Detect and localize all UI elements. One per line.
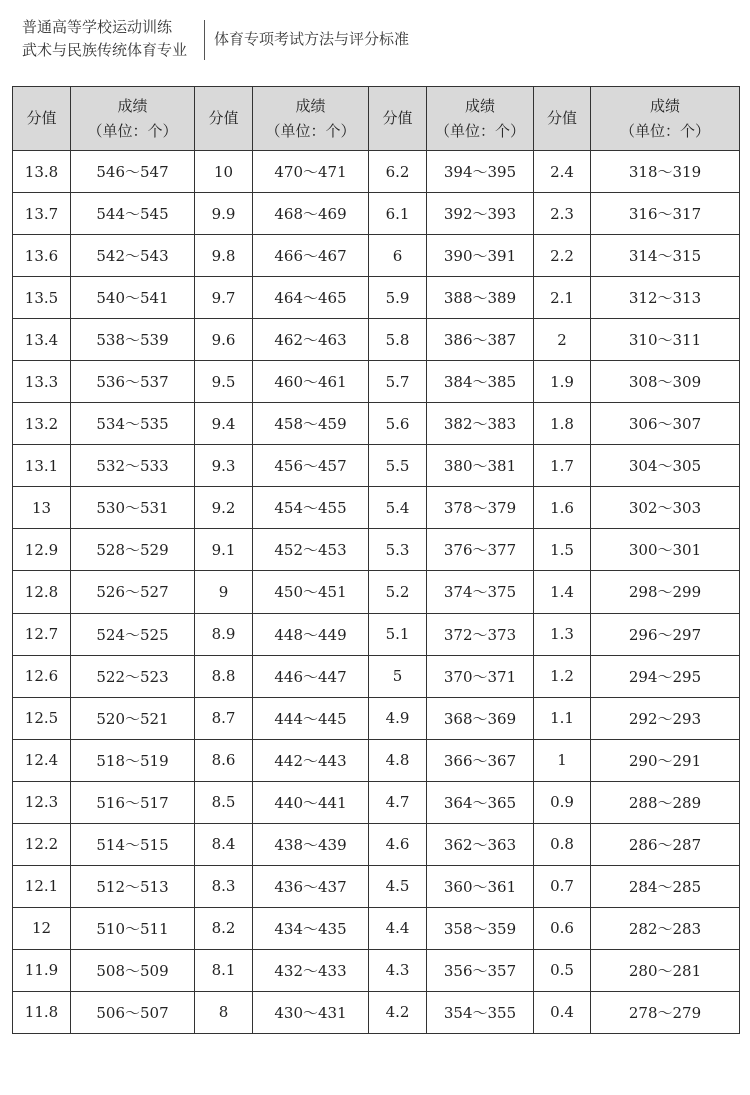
value-cell: 8.1 — [195, 949, 253, 991]
value-cell: 6.1 — [369, 193, 427, 235]
value-cell: 1.6 — [534, 487, 591, 529]
value-cell: 8.5 — [195, 781, 253, 823]
header-value-1: 分值 — [13, 87, 71, 151]
value-cell: 13.4 — [13, 319, 71, 361]
value-cell: 0.5 — [534, 949, 591, 991]
value-cell: 12.4 — [13, 739, 71, 781]
score-cell: 456～457 — [253, 445, 369, 487]
value-cell: 10 — [195, 151, 253, 193]
value-cell: 9.2 — [195, 487, 253, 529]
table-row — [13, 445, 740, 487]
value-cell: 6 — [369, 235, 427, 277]
value-cell: 12.2 — [13, 823, 71, 865]
score-cell: 430～431 — [253, 991, 369, 1033]
value-cell: 1.3 — [534, 613, 591, 655]
score-cell: 542～543 — [71, 235, 195, 277]
value-cell: 5.2 — [369, 571, 427, 613]
score-cell: 316～317 — [591, 193, 740, 235]
value-cell: 11.9 — [13, 949, 71, 991]
score-cell: 464～465 — [253, 277, 369, 319]
header-score-label: 成绩 — [649, 96, 680, 115]
score-cell: 540～541 — [71, 277, 195, 319]
value-cell: 8.7 — [195, 697, 253, 739]
score-cell: 286～287 — [591, 823, 740, 865]
table-row — [13, 193, 740, 235]
value-cell: 1.2 — [534, 655, 591, 697]
header-left — [22, 16, 187, 62]
score-cell: 392～393 — [427, 193, 534, 235]
value-cell: 5.3 — [369, 529, 427, 571]
value-cell: 8 — [195, 991, 253, 1033]
score-cell: 512～513 — [71, 865, 195, 907]
value-cell: 0.7 — [534, 865, 591, 907]
score-cell: 508～509 — [71, 949, 195, 991]
header-title: 体育专项考试方法与评分标准 — [214, 30, 410, 48]
score-cell: 278～279 — [591, 991, 740, 1033]
score-cell: 460～461 — [253, 361, 369, 403]
value-cell: 4.3 — [369, 949, 427, 991]
value-cell: 9.9 — [195, 193, 253, 235]
score-cell: 358～359 — [427, 907, 534, 949]
value-cell: 8.6 — [195, 739, 253, 781]
value-cell: 4.9 — [369, 697, 427, 739]
value-cell: 9.1 — [195, 529, 253, 571]
table-row — [13, 907, 740, 949]
score-cell: 308～309 — [591, 361, 740, 403]
value-cell: 13.6 — [13, 235, 71, 277]
table-row — [13, 277, 740, 319]
score-cell: 436～437 — [253, 865, 369, 907]
value-cell: 13.7 — [13, 193, 71, 235]
value-cell: 12.8 — [13, 571, 71, 613]
score-cell: 452～453 — [253, 529, 369, 571]
header-value-4: 分值 — [534, 87, 591, 151]
score-cell: 288～289 — [591, 781, 740, 823]
header-line-1: 普通高等学校运动训练 — [22, 18, 173, 36]
table-row — [13, 151, 740, 193]
score-cell: 380～381 — [427, 445, 534, 487]
score-cell: 528～529 — [71, 529, 195, 571]
score-cell: 292～293 — [591, 697, 740, 739]
value-cell: 0.6 — [534, 907, 591, 949]
score-cell: 314～315 — [591, 235, 740, 277]
header-divider — [204, 20, 205, 60]
score-cell: 390～391 — [427, 235, 534, 277]
score-cell: 310～311 — [591, 319, 740, 361]
value-cell: 2.3 — [534, 193, 591, 235]
header-score-1 — [71, 87, 195, 151]
value-cell: 1 — [534, 739, 591, 781]
score-cell: 370～371 — [427, 655, 534, 697]
value-cell: 12.5 — [13, 697, 71, 739]
value-cell: 0.9 — [534, 781, 591, 823]
value-cell: 9.8 — [195, 235, 253, 277]
value-cell: 2 — [534, 319, 591, 361]
score-cell: 368～369 — [427, 697, 534, 739]
value-cell: 4.8 — [369, 739, 427, 781]
table-body — [13, 151, 740, 1034]
value-cell: 8.2 — [195, 907, 253, 949]
score-cell: 432～433 — [253, 949, 369, 991]
value-cell: 1.4 — [534, 571, 591, 613]
table-row — [13, 529, 740, 571]
score-cell: 372～373 — [427, 613, 534, 655]
score-cell: 520～521 — [71, 697, 195, 739]
value-cell: 6.2 — [369, 151, 427, 193]
value-cell: 5.1 — [369, 613, 427, 655]
score-cell: 518～519 — [71, 739, 195, 781]
value-cell: 4.5 — [369, 865, 427, 907]
value-cell: 1.8 — [534, 403, 591, 445]
table-row — [13, 655, 740, 697]
header-score-unit: （单位：个） — [434, 121, 525, 140]
value-cell: 9.5 — [195, 361, 253, 403]
value-cell: 12.7 — [13, 613, 71, 655]
table-row — [13, 319, 740, 361]
value-cell: 13.2 — [13, 403, 71, 445]
header-score-2 — [253, 87, 369, 151]
score-cell: 444～445 — [253, 697, 369, 739]
header-value-2: 分值 — [195, 87, 253, 151]
value-cell: 9.6 — [195, 319, 253, 361]
value-cell: 5.6 — [369, 403, 427, 445]
score-cell: 386～387 — [427, 319, 534, 361]
score-cell: 300～301 — [591, 529, 740, 571]
header-score-unit: （单位：个） — [619, 121, 710, 140]
value-cell: 8.8 — [195, 655, 253, 697]
page-header — [0, 0, 750, 80]
value-cell: 5 — [369, 655, 427, 697]
header-score-unit: （单位：个） — [87, 121, 178, 140]
score-cell: 302～303 — [591, 487, 740, 529]
table-row — [13, 823, 740, 865]
value-cell: 11.8 — [13, 991, 71, 1033]
score-cell: 384～385 — [427, 361, 534, 403]
table-row — [13, 235, 740, 277]
score-cell: 466～467 — [253, 235, 369, 277]
score-cell: 378～379 — [427, 487, 534, 529]
value-cell: 12.6 — [13, 655, 71, 697]
value-cell: 2.2 — [534, 235, 591, 277]
header-value-3: 分值 — [369, 87, 427, 151]
header-score-label: 成绩 — [464, 96, 495, 115]
value-cell: 1.1 — [534, 697, 591, 739]
table-header-row — [13, 87, 740, 151]
header-score-3 — [427, 87, 534, 151]
value-cell: 13.3 — [13, 361, 71, 403]
score-cell: 354～355 — [427, 991, 534, 1033]
score-cell: 538～539 — [71, 319, 195, 361]
value-cell: 5.5 — [369, 445, 427, 487]
score-cell: 360～361 — [427, 865, 534, 907]
score-table — [12, 86, 740, 1034]
score-cell: 280～281 — [591, 949, 740, 991]
score-cell: 282～283 — [591, 907, 740, 949]
score-cell: 524～525 — [71, 613, 195, 655]
score-cell: 364～365 — [427, 781, 534, 823]
score-cell: 312～313 — [591, 277, 740, 319]
value-cell: 13.1 — [13, 445, 71, 487]
score-cell: 530～531 — [71, 487, 195, 529]
header-score-4 — [591, 87, 740, 151]
score-cell: 544～545 — [71, 193, 195, 235]
score-cell: 536～537 — [71, 361, 195, 403]
score-cell: 534～535 — [71, 403, 195, 445]
value-cell: 0.4 — [534, 991, 591, 1033]
score-cell: 296～297 — [591, 613, 740, 655]
table-row — [13, 991, 740, 1033]
score-cell: 438～439 — [253, 823, 369, 865]
table-row — [13, 487, 740, 529]
value-cell: 9.4 — [195, 403, 253, 445]
score-cell: 442～443 — [253, 739, 369, 781]
score-cell: 356～357 — [427, 949, 534, 991]
score-cell: 374～375 — [427, 571, 534, 613]
score-cell: 516～517 — [71, 781, 195, 823]
value-cell: 8.4 — [195, 823, 253, 865]
score-cell: 450～451 — [253, 571, 369, 613]
score-cell: 318～319 — [591, 151, 740, 193]
table-row — [13, 361, 740, 403]
score-cell: 526～527 — [71, 571, 195, 613]
score-cell: 510～511 — [71, 907, 195, 949]
score-cell: 382～383 — [427, 403, 534, 445]
value-cell: 13.8 — [13, 151, 71, 193]
value-cell: 2.4 — [534, 151, 591, 193]
value-cell: 1.7 — [534, 445, 591, 487]
header-line-2: 武术与民族传统体育专业 — [22, 41, 188, 59]
header-score-label: 成绩 — [117, 96, 148, 115]
value-cell: 9.3 — [195, 445, 253, 487]
table-row — [13, 613, 740, 655]
header-score-label: 成绩 — [295, 96, 326, 115]
value-cell: 13 — [13, 487, 71, 529]
value-cell: 1.5 — [534, 529, 591, 571]
value-cell: 5.4 — [369, 487, 427, 529]
score-cell: 366～367 — [427, 739, 534, 781]
value-cell: 4.7 — [369, 781, 427, 823]
score-cell: 290～291 — [591, 739, 740, 781]
score-cell: 532～533 — [71, 445, 195, 487]
score-cell: 514～515 — [71, 823, 195, 865]
score-cell: 284～285 — [591, 865, 740, 907]
value-cell: 12.9 — [13, 529, 71, 571]
score-cell: 462～463 — [253, 319, 369, 361]
score-cell: 506～507 — [71, 991, 195, 1033]
score-cell: 470～471 — [253, 151, 369, 193]
score-cell: 458～459 — [253, 403, 369, 445]
value-cell: 2.1 — [534, 277, 591, 319]
value-cell: 13.5 — [13, 277, 71, 319]
score-cell: 440～441 — [253, 781, 369, 823]
table-row — [13, 865, 740, 907]
score-cell: 298～299 — [591, 571, 740, 613]
value-cell: 5.8 — [369, 319, 427, 361]
table-row — [13, 739, 740, 781]
score-cell: 304～305 — [591, 445, 740, 487]
value-cell: 9 — [195, 571, 253, 613]
value-cell: 4.6 — [369, 823, 427, 865]
score-cell: 394～395 — [427, 151, 534, 193]
score-cell: 446～447 — [253, 655, 369, 697]
score-cell: 454～455 — [253, 487, 369, 529]
value-cell: 0.8 — [534, 823, 591, 865]
table-row — [13, 949, 740, 991]
score-cell: 448～449 — [253, 613, 369, 655]
value-cell: 5.7 — [369, 361, 427, 403]
score-cell: 306～307 — [591, 403, 740, 445]
score-cell: 294～295 — [591, 655, 740, 697]
score-cell: 434～435 — [253, 907, 369, 949]
score-cell: 388～389 — [427, 277, 534, 319]
value-cell: 12.3 — [13, 781, 71, 823]
value-cell: 4.4 — [369, 907, 427, 949]
table-row — [13, 403, 740, 445]
value-cell: 12 — [13, 907, 71, 949]
value-cell: 9.7 — [195, 277, 253, 319]
value-cell: 1.9 — [534, 361, 591, 403]
score-cell: 376～377 — [427, 529, 534, 571]
score-cell: 362～363 — [427, 823, 534, 865]
table-row — [13, 697, 740, 739]
table-row — [13, 781, 740, 823]
header-score-unit: （单位：个） — [265, 121, 356, 140]
value-cell: 5.9 — [369, 277, 427, 319]
score-cell: 468～469 — [253, 193, 369, 235]
value-cell: 8.3 — [195, 865, 253, 907]
value-cell: 8.9 — [195, 613, 253, 655]
value-cell: 12.1 — [13, 865, 71, 907]
score-cell: 546～547 — [71, 151, 195, 193]
value-cell: 4.2 — [369, 991, 427, 1033]
table-row — [13, 571, 740, 613]
score-cell: 522～523 — [71, 655, 195, 697]
